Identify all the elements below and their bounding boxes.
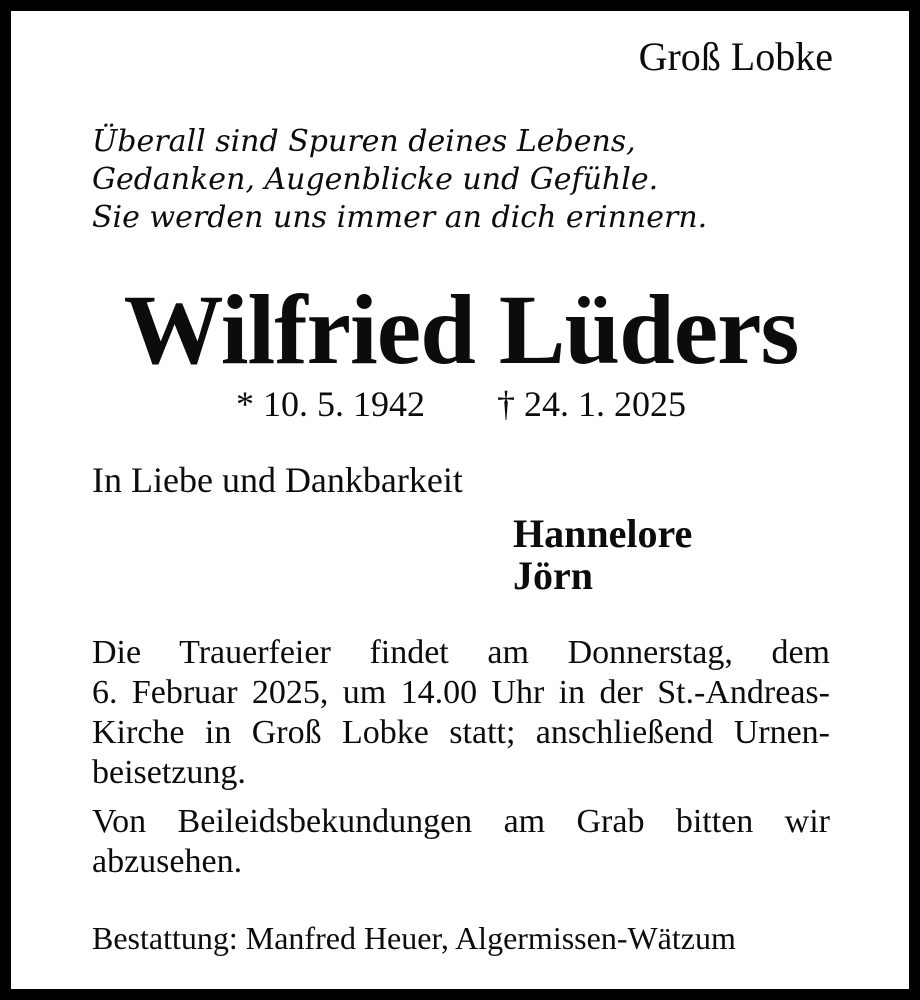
location-heading: Groß Lobke — [638, 34, 833, 79]
closing-line: In Liebe und Dankbarkeit — [92, 460, 463, 500]
memorial-verse — [92, 123, 707, 237]
birth-date: * 10. 5. 1942 — [236, 384, 425, 424]
justified-line: Kirche in Groß Lobke statt; anschließend Urnen- — [92, 714, 830, 751]
mourners-signatures — [513, 513, 692, 597]
verse-line: Überall sind Spuren deines Lebens, — [92, 124, 636, 159]
deceased-name: Wilfried Lüders — [123, 274, 799, 385]
verse-line: Sie werden uns immer an dich erinnern. — [92, 200, 708, 235]
justified-line: beisetzung. — [92, 754, 246, 791]
justified-line: Von Beileidsbekundungen am Grab bitten wir — [92, 803, 830, 840]
death-date: † 24. 1. 2025 — [497, 384, 686, 424]
justified-line: Die Trauerfeier findet am Donnerstag, dem — [92, 634, 830, 671]
life-dates — [92, 386, 830, 422]
funeral-details-paragraph — [92, 633, 830, 793]
verse-line: Gedanken, Augenblicke und Gefühle. — [92, 162, 659, 197]
mourner-name: Hannelore — [513, 511, 693, 556]
justified-line: 6. Februar 2025, um 14.00 Uhr in der St.-Andreas- — [92, 674, 830, 711]
undertaker-line: Bestattung: Manfred Heuer, Algermissen-Wätzum — [92, 920, 736, 956]
condolence-request-paragraph — [92, 802, 830, 882]
justified-line: abzusehen. — [92, 843, 243, 880]
mourner-name: Jörn — [513, 553, 593, 598]
obituary-page — [11, 11, 909, 989]
